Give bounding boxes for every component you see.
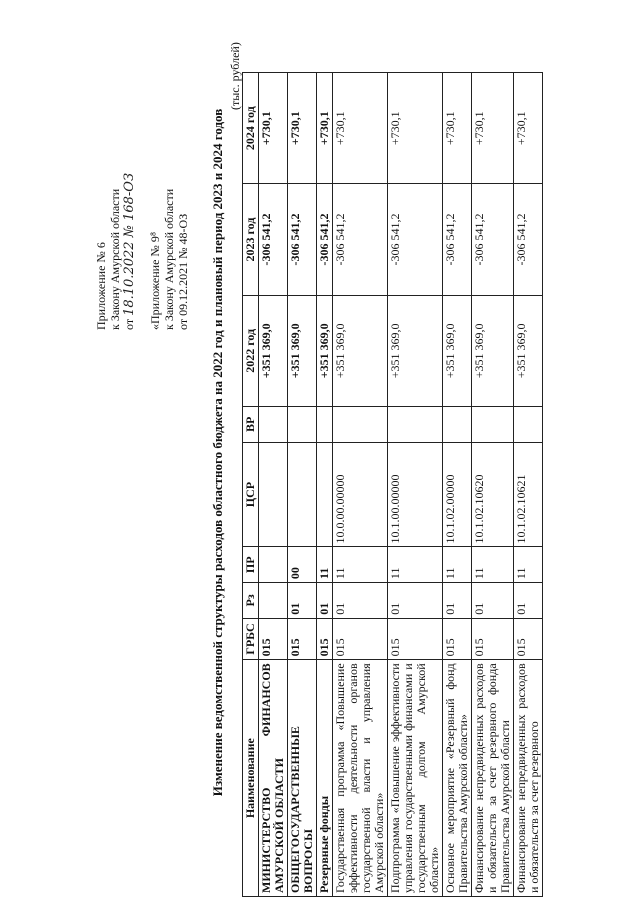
header-csr: ЦСР [243,442,259,547]
cell-csr: 10.1.02.10621 [514,442,543,547]
table-header-row [243,73,259,897]
cell-2023: -306 541,2 [333,184,388,295]
table-row [388,73,443,897]
header-vr: ВР [243,406,259,442]
cell-rz: 01 [388,583,443,619]
cell-pr: 00 [288,547,317,583]
cell-2023: -306 541,2 [388,184,443,295]
table-row [259,73,288,897]
cell-2022: +351 369,0 [514,295,543,406]
appendix-main-date-prefix: от [122,318,136,330]
handwritten-date-number: 18.10.2022 № 168-ОЗ [122,172,137,316]
budget-table [242,72,543,897]
table-row [288,73,317,897]
cell-2024: +730,1 [288,73,317,184]
cell-pr: 11 [443,547,472,583]
cell-grbs: 015 [472,618,514,660]
document-title: Изменение ведомственной структуры расходов областного бюджета на 2022 год и плановый период 2023 и 2024 годов [210,108,225,797]
cell-grbs: 015 [333,618,388,660]
cell-2024: +730,1 [514,73,543,184]
table-row [443,73,472,897]
cell-name: МИНИСТЕРСТВО ФИНАНСОВ АМУРСКОЙ ОБЛАСТИ [259,660,288,897]
appendix-ref-line2: к Закону Амурской области [162,188,176,330]
cell-csr: 10.1.00.00000 [388,442,443,547]
cell-grbs: 015 [259,618,288,660]
cell-name: Основное мероприятие «Резервный фонд Правительства Амурской области» [443,660,472,897]
table-row [333,73,388,897]
header-2023: 2023 год [243,184,259,295]
cell-2022: +351 369,0 [259,295,288,406]
header-pr: ПР [243,547,259,583]
cell-csr: 10.0.00.00000 [333,442,388,547]
cell-vr [317,406,333,442]
cell-name: Финансирование непредвиденных расходов и обязательств за счет резервного [514,660,543,897]
cell-csr [288,442,317,547]
header-name: Наименование [243,660,259,897]
appendix-main-line2: к Закону Амурской области [108,188,122,330]
cell-pr: 11 [472,547,514,583]
cell-grbs: 015 [288,618,317,660]
cell-rz: 01 [514,583,543,619]
cell-2023: -306 541,2 [472,184,514,295]
cell-pr: 11 [333,547,388,583]
cell-2022: +351 369,0 [288,295,317,406]
cell-vr [288,406,317,442]
cell-2022: +351 369,0 [317,295,333,406]
cell-name: ОБЩЕГОСУДАРСТВЕННЫЕ ВОПРОСЫ [288,660,317,897]
cell-2023: -306 541,2 [288,184,317,295]
cell-2024: +730,1 [317,73,333,184]
cell-rz: 01 [317,583,333,619]
cell-vr [259,406,288,442]
table-row [514,73,543,897]
header-2022: 2022 год [243,295,259,406]
cell-2022: +351 369,0 [443,295,472,406]
appendix-ref-line3: от 09.12.2021 № 48-ОЗ [176,213,190,330]
cell-vr [514,406,543,442]
cell-csr [259,442,288,547]
cell-vr [388,406,443,442]
cell-2024: +730,1 [259,73,288,184]
cell-2022: +351 369,0 [472,295,514,406]
table-row [472,73,514,897]
cell-rz: 01 [288,583,317,619]
header-rz: Рз [243,583,259,619]
cell-2024: +730,1 [333,73,388,184]
units-label: (тыс. рублей) [228,42,242,110]
cell-vr [333,406,388,442]
appendix-main-block [94,0,137,330]
cell-vr [443,406,472,442]
cell-vr [472,406,514,442]
cell-2023: -306 541,2 [443,184,472,295]
cell-2023: -306 541,2 [514,184,543,295]
cell-pr: 11 [317,547,333,583]
cell-name: Государственная программа «Повышение эффективности деятельности органов государственной власти и управления Амурской области» [333,660,388,897]
cell-2023: -306 541,2 [259,184,288,295]
cell-rz: 01 [443,583,472,619]
header-2024: 2024 год [243,73,259,184]
cell-2023: -306 541,2 [317,184,333,295]
cell-grbs: 015 [388,618,443,660]
appendix-main-line3 [122,0,137,330]
cell-rz: 01 [472,583,514,619]
cell-name: Финансирование непредвиденных расходов и обязательств за счет резервного фонда Правительства Амурской области [472,660,514,897]
cell-pr [259,547,288,583]
cell-grbs: 015 [443,618,472,660]
cell-csr [317,442,333,547]
cell-name: Подпрограмма «Повышение эффективности управления государственными финансами и государственным долгом Амурской области» [388,660,443,897]
cell-csr: 10.1.02.10620 [472,442,514,547]
appendix-main-line1: Приложение № 6 [94,242,108,330]
table-row [317,73,333,897]
cell-2022: +351 369,0 [388,295,443,406]
cell-grbs: 015 [317,618,333,660]
cell-pr: 11 [514,547,543,583]
cell-name: Резервные фонды [317,660,333,897]
cell-pr: 11 [388,547,443,583]
appendix-ref-block [148,0,190,330]
appendix-ref-line1: «Приложение № 9⁸ [148,231,162,330]
cell-csr: 10.1.02.00000 [443,442,472,547]
header-grbs: ГРБС [243,618,259,660]
cell-2022: +351 369,0 [333,295,388,406]
cell-grbs: 015 [514,618,543,660]
cell-2024: +730,1 [388,73,443,184]
cell-rz: 01 [333,583,388,619]
cell-2024: +730,1 [443,73,472,184]
cell-2024: +730,1 [472,73,514,184]
cell-rz [259,583,288,619]
